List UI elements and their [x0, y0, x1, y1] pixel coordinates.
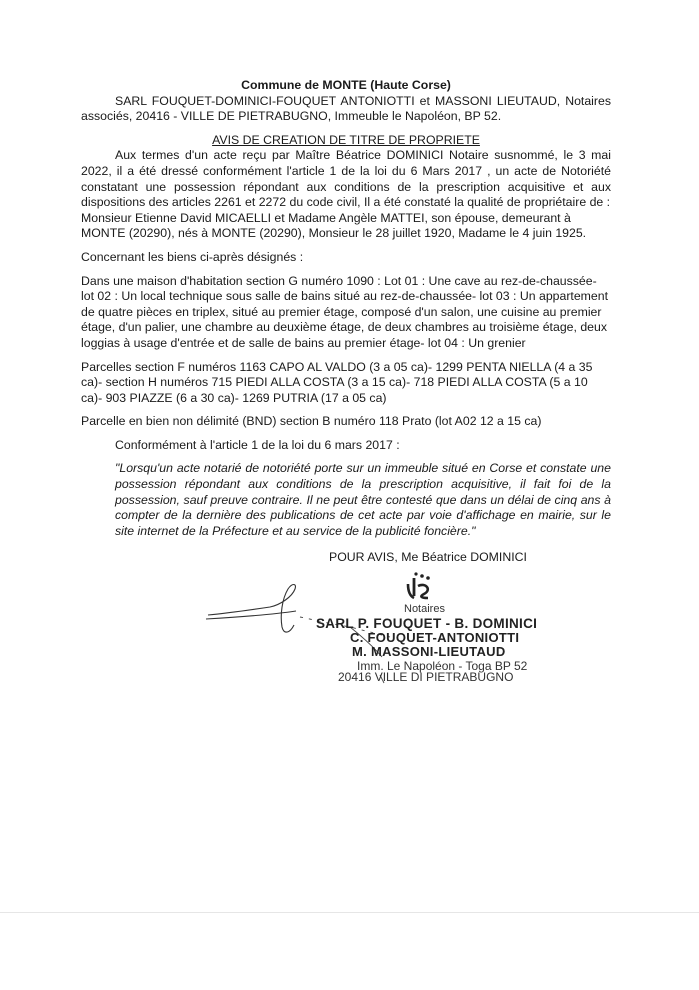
conformement-line: Conformément à l'article 1 de la loi du 6 mars 2017 : — [115, 437, 400, 452]
bnd-paragraph: Parcelle en bien non délimité (BND) section B numéro 118 Prato (lot A02 12 a 15 ca) — [81, 414, 542, 429]
owners-paragraph: Monsieur Etienne David MICAELLI et Madame Angèle MATTEI, son épouse, demeurant à MONTE (20290), nés à MONTE (20290), Monsieur le 28 juillet 1920, Madame le 4 juin 1925. — [81, 210, 587, 241]
parcelles-paragraph: Parcelles section F numéros 1163 CAPO AL VALDO (3 a 05 ca)- 1299 PENTA NIELLA (4 a 35 ca)- section H numéros 715 PIEDI ALLA COSTA (3 a 15 ca)- 718 PIEDI ALLA COSTA (5 a 10 ca)- 903 PIAZZE (6 a 30 ca)- 1269 PUTRIA (17 a 05 ca) — [81, 359, 593, 405]
lots-paragraph: Dans une maison d'habitation section G numéro 1090 : Lot 01 : Une cave au rez-de-chaussée- lot 02 : Un local technique sous salle de bains situé au rez-de-chaussée- lot 03 : Un appartement de quatre pièces en triplex, situé au premier étage, composé d'un salon, une cuisine au premier étage, d'un palier, une chambre au deuxième étage, de deux chambres au troisième étage, deux loggias à usage d'entrée et de salle de bains au premier étage- lot 04 : Un grenier — [81, 273, 609, 350]
stamp-line-5: 20416 VILLE DI PIETRABUGNO — [338, 670, 514, 684]
notary-logo-icon — [402, 570, 436, 602]
stamp-line-1: SARL P. FOUQUET - B. DOMINICI — [316, 616, 538, 631]
pour-avis-line: POUR AVIS, Me Béatrice DOMINICI — [329, 550, 527, 565]
notaries-line: SARL FOUQUET-DOMINICI-FOUQUET ANTONIOTTI et MASSONI LIEUTAUD, Notaires associés, 20416 - VILLE DE PIETRABUGNO, Immeuble le Napoléon, BP 52. — [81, 93, 611, 124]
stamp-line-3: M. MASSONI-LIEUTAUD — [352, 644, 506, 659]
law-quote: "Lorsqu'un acte notarié de notoriété porte sur un immeuble situé en Corse et constate une possession répondant aux conditions de la prescription acquisitive, il fait foi de la possession, sauf preuve contraire. Il ne peut être contesté que dans un délai de cinq ans à compter de la dernière des publications de cet acte par voie d'affichage en mairie, sur le site internet de la Préfecture et au service de la publicité foncière." — [115, 461, 611, 538]
page-divider — [0, 912, 699, 913]
document-body — [81, 78, 611, 566]
avis-title: AVIS DE CREATION DE TITRE DE PROPRIETE — [212, 132, 480, 147]
concernant-line: Concernant les biens ci-après désignés : — [81, 249, 304, 264]
stamp-notaires: Notaires — [404, 603, 445, 615]
notary-stamp — [300, 566, 620, 706]
intro-paragraph: Aux termes d'un acte reçu par Maître Béatrice DOMINICI Notaire susnommé, le 3 mai 2022, il a été dressé conformément l'article 1 de la loi du 6 Mars 2017 , un acte de Notoriété constatant une possession répondant aux conditions de la prescription acquisitive et aux dispositions des articles 2261 et 2272 du code civil, Il a été constaté la qualité de propriétaire de : — [81, 148, 611, 210]
stamp-line-4: Imm. Le Napoléon - Toga BP 52 — [357, 659, 528, 673]
commune-title: Commune de MONTE (Haute Corse) — [241, 78, 451, 92]
stamp-line-2: C. FOUQUET-ANTONIOTTI — [350, 630, 520, 645]
